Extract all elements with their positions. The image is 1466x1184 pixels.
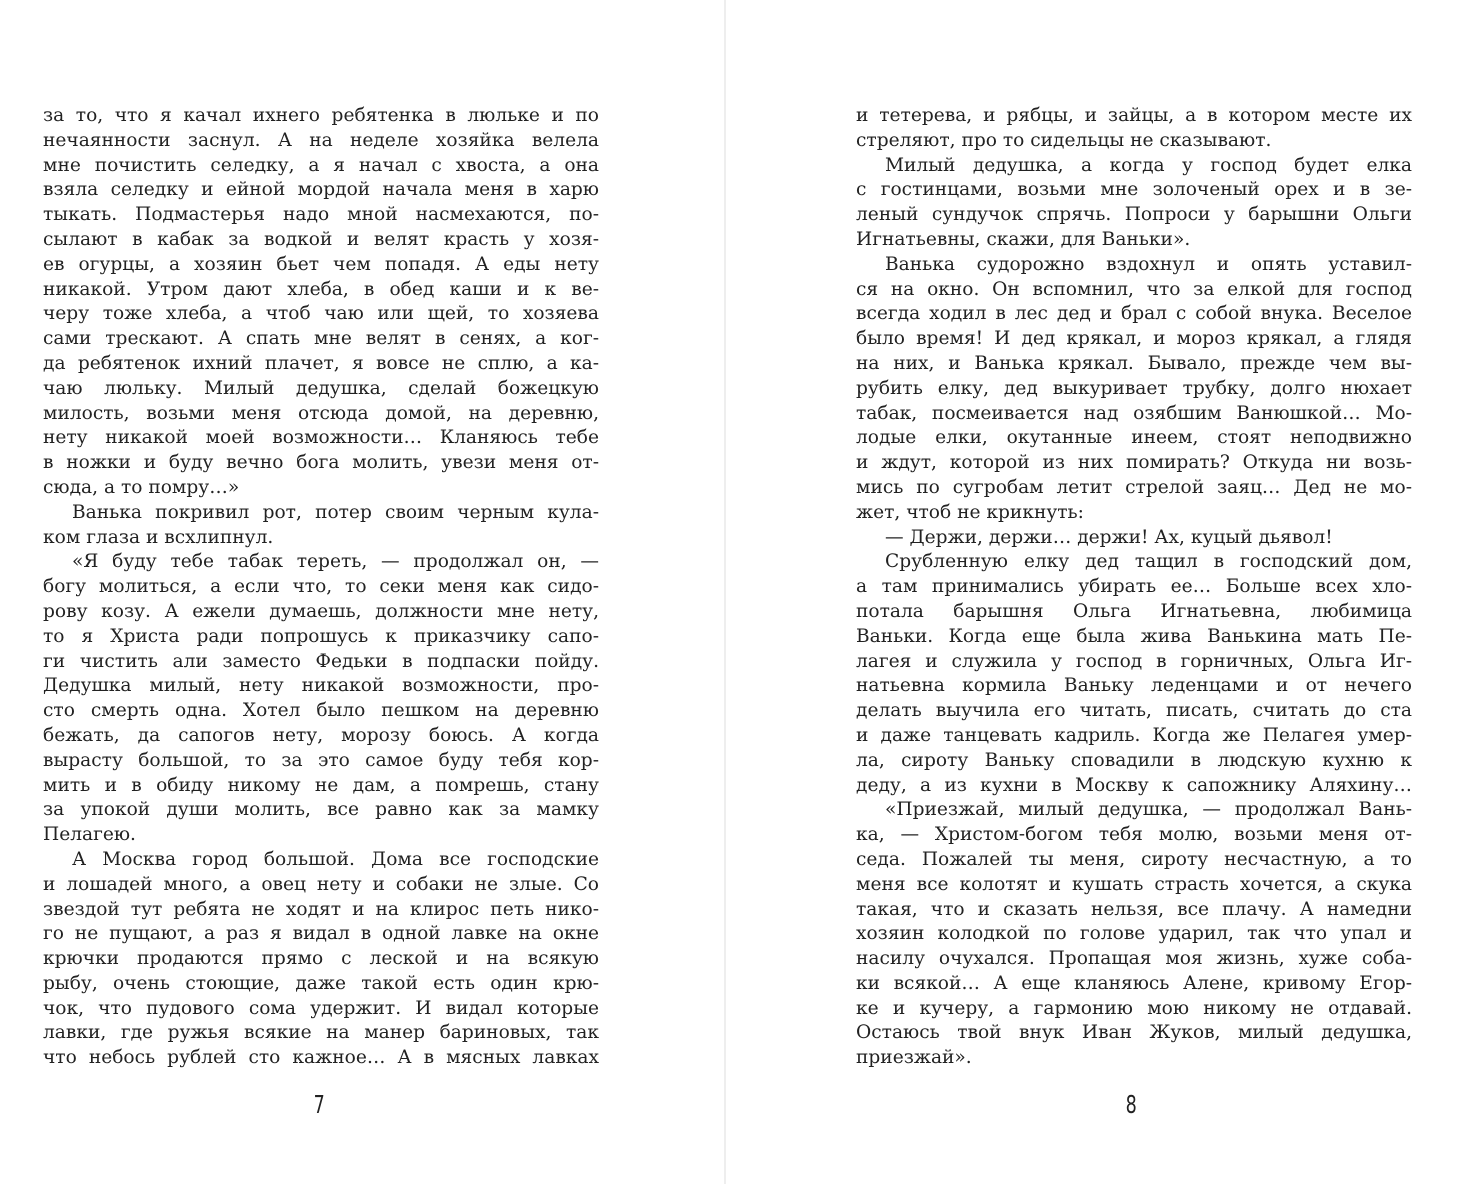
text-line: Милый дедушка, а когда у господ будет елка: [885, 154, 1412, 176]
text-line: меня все колотят и кушать страсть хочется, а скука: [856, 873, 1412, 895]
text-line: тыкать. Подмастерья надо мной насмехаются, по-: [43, 204, 599, 226]
text-line: ке и кучеру, а гармонию мою никому не отдавай.: [856, 997, 1412, 1019]
text-line: делать выучила его читать, писать, считать до ста: [856, 700, 1412, 722]
text-line: Ваньки. Когда еще была жива Ванькина мать Пе-: [856, 625, 1412, 647]
text-line: на них, и Ванька крякал. Бывало, прежде чем вы-: [856, 352, 1412, 374]
text-line: жет, чтоб не крикнуть:: [856, 501, 1084, 523]
text-line: табак, посмеивается над озябшим Ванюшкой… Мо-: [856, 402, 1412, 424]
text-line: натьевна кормила Ваньку леденцами и от нечего: [856, 675, 1412, 697]
text-line: сюда, а то помру…»: [43, 476, 240, 498]
text-line: и ждут, которой из них помирать? Откуда ни возь-: [856, 452, 1412, 474]
text-line: хозяин колодкой по голове ударил, так что упал и: [856, 923, 1412, 945]
text-line: деду, а из кухни в Москву к сапожнику Аляхину…: [856, 774, 1412, 796]
text-line: сылают в кабак за водкой и велят красть у хозя-: [43, 228, 599, 250]
text-line: вырасту большой, то за это самое буду тебя кор-: [43, 749, 599, 771]
text-line: всегда ходил в лес дед и брал с собой внука. Веселое: [856, 303, 1412, 325]
text-line: бежать, да сапогов нету, морозу боюсь. А когда: [43, 724, 599, 746]
text-line: ев огурцы, а хозяин бьет чем попадя. А еды нету: [43, 253, 599, 275]
text-line: что небось рублей сто кажное… А в мясных лавках: [43, 1047, 599, 1069]
text-line: рыбу, очень стоющие, даже такой есть один крю-: [43, 972, 599, 994]
text-line: потала барышня Ольга Игнатьевна, любимица: [856, 600, 1412, 622]
text-line: ком глаза и всхлипнул.: [43, 526, 274, 548]
text-line: Дедушка милый, нету никакой возможности, про-: [43, 675, 599, 697]
text-line: Игнатьевны, скажи, для Ваньки».: [856, 228, 1191, 250]
text-line: крючки продаются прямо с леской и на всякую: [43, 948, 599, 970]
text-line: милость, возьми меня отсюда домой, на деревню,: [43, 402, 599, 424]
text-line: лодые елки, окутанные инеем, стоят неподвижно: [856, 427, 1412, 449]
left-page-number: 7: [313, 1090, 325, 1119]
text-line: Срубленную елку дед тащил в господский дом,: [885, 551, 1412, 573]
right-page-number: 8: [1125, 1090, 1137, 1119]
text-line: с гостинцами, возьми мне золоченый орех и в зе-: [856, 179, 1412, 201]
text-line: а там принимались убирать ее… Больше всех хло-: [856, 576, 1412, 598]
text-line: ла, сироту Ваньку сповадили в людскую кухню к: [856, 749, 1412, 771]
left-page-text: [43, 104, 599, 1071]
text-line: да ребятенок ихний плачет, я вовсе не сплю, а ка-: [43, 352, 599, 374]
text-line: мне почистить селедку, а я начал с хвоста, а она: [43, 154, 599, 176]
text-line: Ванька покривил рот, потер своим черным кула-: [72, 501, 599, 523]
text-line: было время! И дед крякал, и мороз крякал, а глядя: [856, 328, 1412, 350]
text-line: нечаянности заснул. А на неделе хозяйка велела: [43, 129, 599, 151]
text-line: никакой. Утром дают хлеба, в обед каши и к ве-: [43, 278, 599, 300]
text-line: мись по сугробам летит стрелой заяц… Дед не мо-: [856, 476, 1412, 498]
text-line: рову козу. А ежели думаешь, должности мне нету,: [43, 600, 599, 622]
text-line: «Приезжай, милый дедушка, — продолжал Вань-: [885, 799, 1412, 821]
text-line: взяла селедку и ейной мордой начала меня в харю: [43, 179, 599, 201]
text-line: ка, — Христом-богом тебя молю, возьми меня от-: [856, 824, 1412, 846]
text-line: за то, что я качал ихнего ребятенка в люльке и по: [43, 105, 599, 126]
text-line: такая, что и сказать нельзя, все плачу. А намедни: [856, 898, 1412, 920]
text-line: седа. Пожалей ты меня, сироту несчастную, а то: [856, 848, 1412, 870]
text-line: за упокой души молить, все равно как за мамку: [43, 799, 599, 821]
text-line: Ванька судорожно вздохнул и опять уставил-: [885, 253, 1412, 275]
text-line: ги чистить али заместо Федьки в подпаски пойду.: [43, 650, 599, 672]
text-line: лавки, где ружья всякие на манер бариновых, так: [43, 1022, 599, 1044]
text-line: черу тоже хлеба, а чтоб чаю или щей, то хозяева: [43, 303, 599, 325]
text-line: — Держи, держи… держи! Ах, куцый дьявол!: [885, 526, 1333, 548]
text-line: в ножки и буду вечно бога молить, увези меня от-: [43, 452, 599, 474]
text-line: насилу очухался. Пропащая моя жизнь, хуже соба-: [856, 948, 1412, 970]
text-line: чаю люльку. Милый дедушка, сделай божецкую: [43, 377, 599, 399]
text-line: Остаюсь твой внук Иван Жуков, милый дедушка,: [856, 1022, 1412, 1044]
text-line: богу молиться, а если что, то секи меня как сидо-: [43, 576, 599, 598]
text-line: и лошадей много, а овец нету и собаки не злые. Со: [43, 873, 599, 895]
text-line: нету никакой моей возможности… Кланяюсь тебе: [43, 427, 599, 449]
text-line: «Я буду тебе табак тереть, — продолжал он, —: [72, 551, 599, 573]
text-line: лагея и служила у господ в горничных, Ольга Иг-: [856, 650, 1412, 672]
text-line: рубить елку, дед выкуривает трубку, долго нюхает: [856, 377, 1412, 399]
text-line: го не пущают, а раз я видал в одной лавке на окне: [43, 923, 599, 945]
text-line: и даже танцевать кадриль. Когда же Пелагея умер-: [856, 724, 1412, 746]
text-line: Пелагею.: [43, 824, 136, 846]
text-line: приезжай».: [856, 1047, 972, 1069]
text-line: леный сундучок спрячь. Попроси у барышни Ольги: [856, 204, 1412, 226]
text-line: чок, что пудового сома удержит. И видал которые: [43, 997, 599, 1019]
text-line: сто смерть одна. Хотел было пешком на деревню: [43, 700, 599, 722]
text-line: сами трескают. А спать мне велят в сенях, а ког-: [43, 328, 599, 350]
text-line: ки всякой… А еще кланяюсь Алене, кривому Егор-: [856, 972, 1412, 994]
page-gutter: [724, 0, 726, 1184]
text-line: ся на окно. Он вспомнил, что за елкой для господ: [856, 278, 1412, 300]
text-line: стреляют, про то сидельцы не сказывают.: [856, 129, 1272, 151]
text-line: мить и в обиду никому не дам, а помрешь, стану: [43, 774, 599, 796]
text-line: А Москва город большой. Дома все господские: [72, 848, 599, 870]
text-line: то я Христа ради попрошусь к приказчику сапо-: [43, 625, 599, 647]
text-line: и тетерева, и рябцы, и зайцы, а в котором месте их: [856, 105, 1412, 126]
right-page-text: [856, 104, 1412, 1071]
text-line: звездой тут ребята не ходят и на клирос петь нико-: [43, 898, 599, 920]
